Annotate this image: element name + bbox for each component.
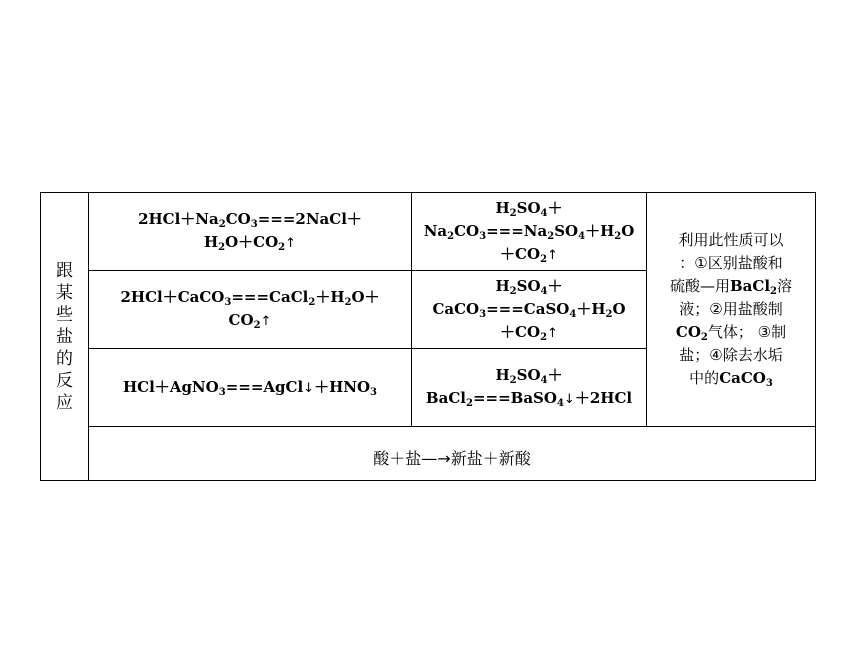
h2so4-equation-1: $H_2SO_4+$ $Na_2CO_3===Na_2SO_4+H_2O$ $+CO_2↑$ (412, 193, 647, 271)
side-char: 的 (56, 348, 73, 369)
h2so4-equation-3: $H_2SO_4+$ BaCl$_2$===BaSO$_4$↓＋2HCl (412, 349, 647, 427)
side-char: 盐 (56, 326, 73, 347)
general-rule: 酸＋盐—→新盐＋新酸 (89, 427, 816, 481)
side-char: 反 (56, 370, 73, 391)
reaction-table (40, 192, 816, 481)
side-char: 跟 (56, 260, 73, 281)
hcl-equation-3: $HCl+AgNO_3===AgCl↓+HNO_3$ (89, 349, 412, 427)
arrow-icon: —→ (421, 449, 451, 468)
usage-note: 利用此性质可以 ：①区别盐酸和 硫酸—用BaCl$_2$溶 液；②用盐酸制 $CO_2$气体； ③制 盐；④除去水垢 中的CaCO$_3$ (647, 193, 816, 427)
side-label (41, 193, 89, 481)
h2so4-equation-2: $H_2SO_4+$ $CaCO_3===CaSO_4+H_2O$ $+CO_2↑$ (412, 271, 647, 349)
hcl-equation-2: $2HCl+CaCO_3===CaCl_2+H_2O+$ $CO_2↑$ (89, 271, 412, 349)
side-char: 应 (56, 392, 73, 413)
hcl-equation-1: $2HCl+Na_2CO_3===2NaCl+$ $H_2O+CO_2↑$ (89, 193, 412, 271)
side-char: 些 (56, 304, 73, 325)
side-char: 某 (56, 282, 73, 303)
